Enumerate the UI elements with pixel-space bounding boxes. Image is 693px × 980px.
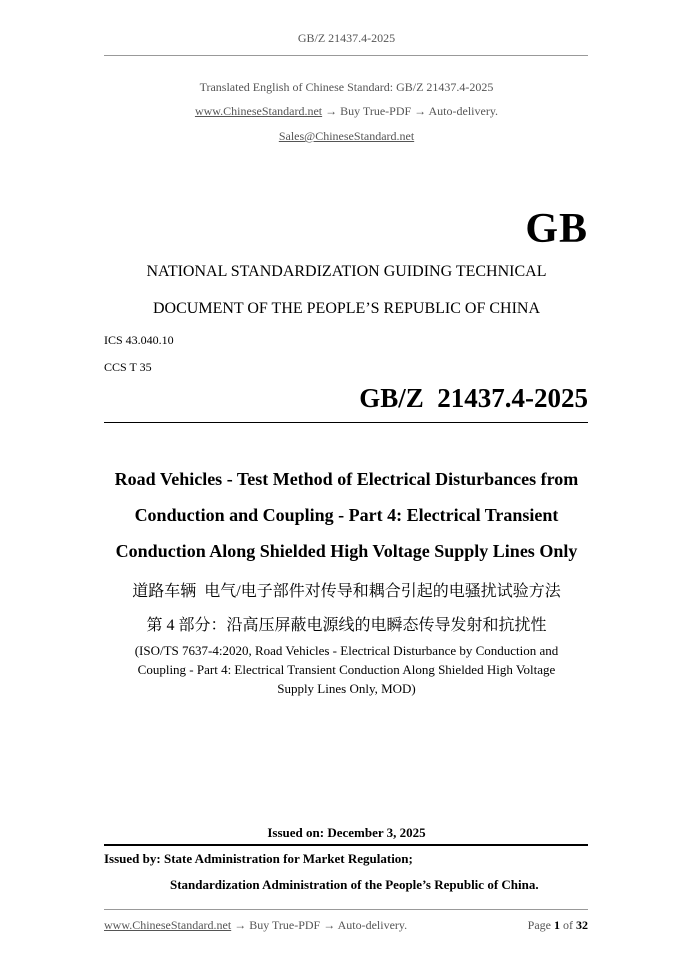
- arrow-icon: →: [234, 918, 247, 932]
- title-zh-line2: 第 4 部分：沿高压屏蔽电源线的电瞬态传导发射和抗扰性: [146, 617, 547, 634]
- arrow-icon: →: [414, 104, 427, 118]
- title-rule: [104, 422, 588, 423]
- arrow-icon: →: [323, 918, 336, 932]
- arrow-icon: →: [325, 104, 338, 118]
- site-link[interactable]: www.ChineseStandard.net: [194, 104, 323, 118]
- iso-ref-line1: (ISO/TS 7637-4:2020, Road Vehicles - Electrical Disturbance by Conduction and: [134, 643, 559, 658]
- email-row: [0, 129, 693, 144]
- iso-ref-line3: Supply Lines Only, MOD): [277, 681, 416, 696]
- page-indicator: [528, 918, 588, 933]
- header-rule: [104, 55, 588, 56]
- issued-on: Issued on: December 3, 2025: [267, 825, 426, 840]
- title-en-line1: Road Vehicles - Test Method of Electrical Disturbances from: [114, 469, 579, 489]
- running-header: GB/Z 21437.4-2025: [297, 31, 396, 45]
- promo-line: Translated English of Chinese Standard: GB/Z 21437.4-2025: [199, 80, 494, 94]
- iso-ref-line2: Coupling - Part 4: Electrical Transient Conduction Along Shielded High Voltage: [137, 662, 556, 677]
- footer-delivery-text: Auto-delivery.: [337, 918, 408, 932]
- gb-logo: GB: [525, 206, 588, 252]
- issue-rule: [104, 844, 588, 846]
- footer-buy-text: Buy True-PDF: [249, 918, 321, 932]
- page-total: 32: [576, 918, 588, 932]
- auto-delivery-text: Auto-delivery.: [428, 104, 499, 118]
- promo-links: [0, 104, 693, 119]
- of-label: of: [563, 918, 573, 932]
- ics-code: ICS 43.040.10: [104, 333, 174, 347]
- ccs-code: CCS T 35: [104, 360, 152, 374]
- standard-number: GB/Z 21437.4-2025: [359, 383, 588, 413]
- page-number: 1: [554, 918, 560, 932]
- buy-pdf-text: Buy True-PDF: [340, 104, 412, 118]
- email-link[interactable]: Sales@ChineseStandard.net: [278, 129, 415, 143]
- issued-by: Issued by: State Administration for Market Regulation;: [104, 851, 413, 866]
- title-zh-line1: 道路车辆 电气/电子部件对传导和耦合引起的电骚扰试验方法: [132, 583, 561, 600]
- footer-links: [104, 918, 407, 933]
- org-heading-line2: DOCUMENT OF THE PEOPLE’S REPUBLIC OF CHINA: [153, 300, 540, 317]
- footer-site-link[interactable]: www.ChineseStandard.net: [104, 918, 232, 932]
- org-heading-line1: NATIONAL STANDARDIZATION GUIDING TECHNICAL: [146, 263, 547, 280]
- page-label: Page: [527, 918, 551, 932]
- title-en-line3: Conduction Along Shielded High Voltage Supply Lines Only: [115, 541, 578, 561]
- title-en-line2: Conduction and Coupling - Part 4: Electrical Transient: [134, 505, 559, 525]
- issued-by-2: Standardization Administration of the People’s Republic of China.: [170, 877, 539, 892]
- footer-rule: [104, 909, 588, 910]
